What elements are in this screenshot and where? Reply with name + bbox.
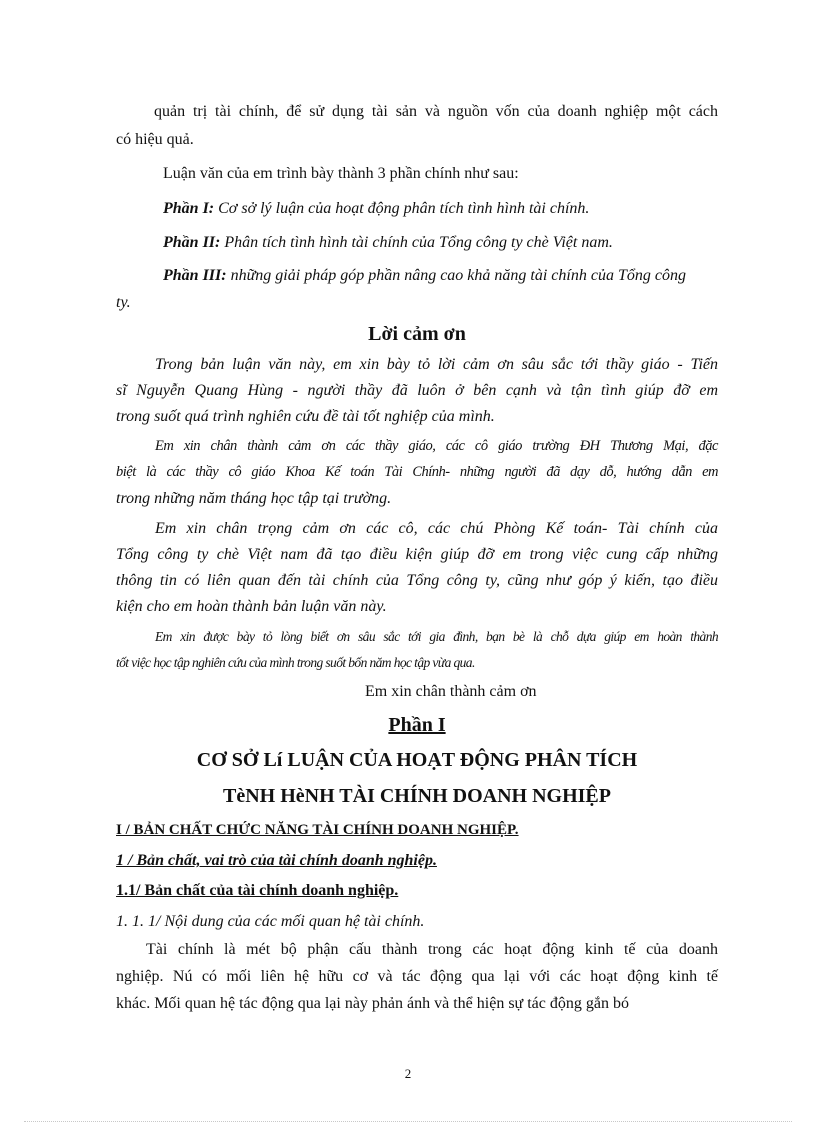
part-3-summary xyxy=(163,266,718,286)
thanks-p2-line-2: biệt là các thầy cô giáo Khoa Kế toán Tài Chính- những người đã dạy dỗ, hướng dẫn em xyxy=(116,464,718,480)
closing-line: Em xin chân thành cảm ơn xyxy=(365,683,537,700)
part-2-summary xyxy=(163,233,765,253)
thanks-title: Lời cảm ơn xyxy=(368,323,466,345)
intro-line-1: quản trị tài chính, để sử dụng tài sản và nguồn vốn của doanh nghiệp một cách xyxy=(154,103,718,120)
body-line-1: Tài chính là mét bộ phận cấu thành trong các hoạt động kinh tế của doanh xyxy=(146,941,718,958)
thanks-p2-line-1: Em xin chân thành cảm ơn các thầy giáo, các cô giáo trường ĐH Thương Mại, đặc xyxy=(155,438,718,454)
thanks-p1-line-3: trong suốt quá trình nghiên cứu đề tài tốt nghiệp của mình. xyxy=(116,408,495,425)
body-line-2: nghiệp. Nú có mối liên hệ hữu cơ và tác động qua lại với các hoạt động kinh tế xyxy=(116,968,718,985)
part-3-continuation: ty. xyxy=(116,294,131,311)
thanks-p4-line-1: Em xin được bày tỏ lòng biết ơn sâu sắc tới gia đình, bạn bè là chỗ dựa giúp em hoàn thành xyxy=(155,629,718,644)
part-2-text: Phân tích tình hình tài chính của Tổng công ty chè Việt nam. xyxy=(220,234,613,251)
part-1-text: Cơ sở lý luận của hoạt động phân tích tình hình tài chính. xyxy=(214,200,590,217)
part-1-summary xyxy=(163,199,765,219)
part-i-title-line-2: TèNH HèNH TÀI CHÍNH DOANH NGHIỆP xyxy=(223,785,611,807)
thanks-p3-line-3: thông tin có liên quan đến tài chính của Tổng công ty, cũng như góp ý kiến, tạo điều xyxy=(116,572,718,589)
intro-line-2: có hiệu quả. xyxy=(116,131,194,148)
part-1-label: Phần I: xyxy=(163,200,215,217)
part-3-text: những giải pháp góp phần nâng cao khả năng tài chính của Tổng công xyxy=(226,267,686,284)
page-bottom-divider xyxy=(24,1121,792,1122)
page-number: 2 xyxy=(404,1066,412,1081)
part-2-label: Phần II: xyxy=(163,234,221,251)
section-heading-2: 1 / Bản chất, vai trò của tài chính doanh nghiệp. xyxy=(116,852,437,869)
thanks-p3-line-1: Em xin chân trọng cảm ơn các cô, các chú Phòng Kế toán- Tài chính của xyxy=(155,520,718,537)
body-line-3: khác. Mối quan hệ tác động qua lại này phản ánh và thể hiện sự tác động gắn bó xyxy=(116,995,629,1012)
part-3-label: Phần III: xyxy=(163,267,227,284)
thanks-p1-line-1: Trong bản luận văn này, em xin bày tỏ lời cảm ơn sâu sắc tới thầy giáo - Tiến xyxy=(155,356,718,373)
thanks-p3-line-4: kiện cho em hoàn thành bản luận văn này. xyxy=(116,598,387,615)
thanks-p3-line-2: Tổng công ty chè Việt nam đã tạo điều kiện giúp đỡ em trong việc cung cấp những xyxy=(116,546,718,563)
structure-line: Luận văn của em trình bày thành 3 phần chính như sau: xyxy=(163,165,519,182)
section-heading-3: 1.1/ Bản chất của tài chính doanh nghiệp. xyxy=(116,882,399,899)
section-heading-1: I / BẢN CHẤT CHỨC NĂNG TÀI CHÍNH DOANH NGHIỆP. xyxy=(116,822,519,838)
section-heading-4: 1. 1. 1/ Nội dung của các mối quan hệ tài chính. xyxy=(116,913,425,930)
thanks-p4-line-2: tốt việc học tập nghiên cứu của mình trong suốt bốn năm học tập vừa qua. xyxy=(116,655,475,670)
part-i-title-line-1: CƠ SỞ Lí LUẬN CỦA HOẠT ĐỘNG PHÂN TÍCH xyxy=(196,749,638,771)
part-i-label: Phần I xyxy=(388,714,446,736)
thanks-p2-line-3: trong những năm tháng học tập tại trường. xyxy=(116,490,392,507)
thanks-p1-line-2: sĩ Nguyễn Quang Hùng - người thầy đã luôn ở bên cạnh và tận tình giúp đỡ em xyxy=(116,382,718,399)
